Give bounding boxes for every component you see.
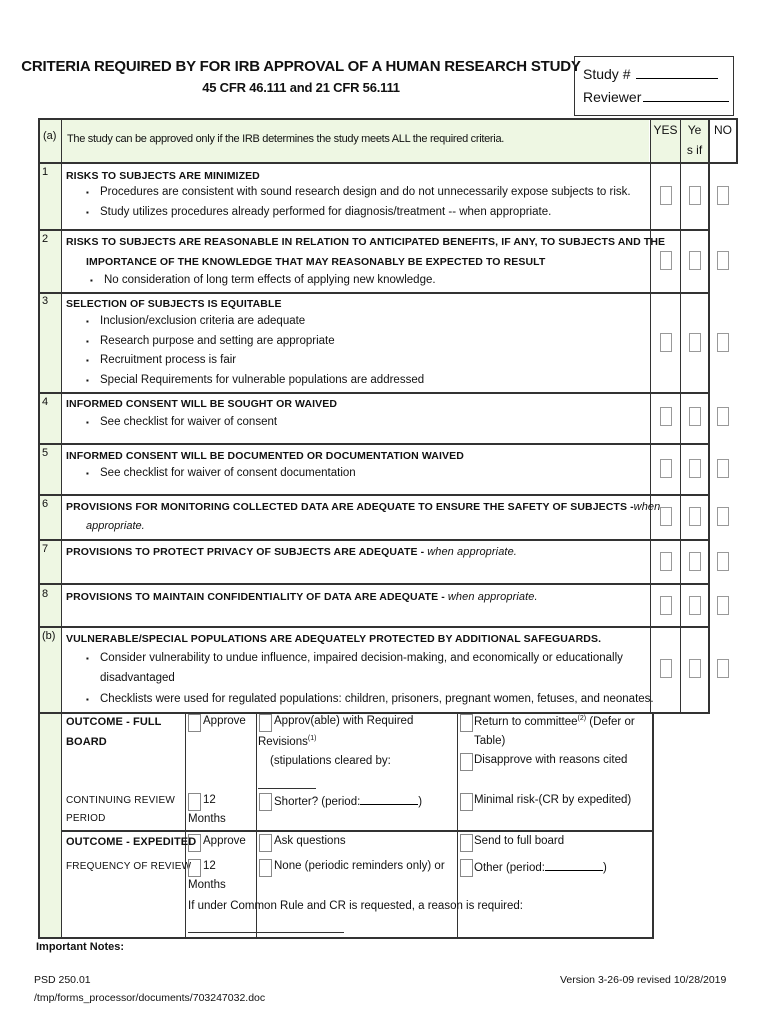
criterion-9-no-checkbox[interactable] [717,659,729,678]
exp-send-checkbox[interactable] [460,834,473,852]
cr-shorter-end: ) [418,796,423,808]
continuing-review-label-2: PERIOD [66,813,106,824]
full-approvable-line-2 [258,735,316,748]
criterion-8-yesif-checkbox[interactable] [689,596,701,615]
full-disapprove-label: Disapprove with reasons cited [474,754,628,766]
criterion-b-bullet-1-cont: disadvantaged [100,672,175,684]
col-yesif-header-1: Ye [687,123,702,137]
criterion-1-no-checkbox[interactable] [717,186,729,205]
full-approvable-label-3: (stipulations cleared by: [270,755,391,767]
criterion-b-bullet-2: ▪ Checklists were used for regulated populations: children, prisoners, pregnant women, fetuses, and neonates. [100,693,654,705]
outcome-expedited-label: OUTCOME - EXPEDITED [66,836,197,848]
criterion-7-qualifier: when appropriate. [427,546,517,558]
exp-ask-checkbox[interactable] [259,834,272,852]
criterion-3-no-checkbox[interactable] [717,333,729,352]
full-approvable-label-2: Revisions [258,735,308,748]
criterion-7-title-line [66,546,517,558]
criterion-4-yes-checkbox[interactable] [660,407,672,426]
criterion-5-title: INFORMED CONSENT WILL BE DOCUMENTED OR DOCUMENTATION WAIVED [66,450,464,462]
criterion-4-no-checkbox[interactable] [717,407,729,426]
criterion-7-yesif-checkbox[interactable] [689,552,701,571]
criterion-1-bullet-1: ▪ Procedures are consistent with sound research design and do not unnecessarily expose subjects to risk. [100,186,631,198]
criterion-8-number: 8 [42,588,49,600]
cr-shorter-period-field[interactable] [360,794,418,805]
cr-shorter-line [274,794,422,808]
freq-none-checkbox[interactable] [259,859,272,877]
freq-other-checkbox[interactable] [460,859,473,877]
criterion-5-yes-checkbox[interactable] [660,459,672,478]
criterion-6-qualifier-cont: appropriate. [86,520,145,532]
criterion-4-yesif-checkbox[interactable] [689,407,701,426]
form-id: PSD 250.01 [34,974,91,986]
outcome-full-label-2: BOARD [66,736,107,748]
cr-shorter-checkbox[interactable] [259,793,272,811]
criterion-8-title: PROVISIONS TO MAINTAIN CONFIDENTIALITY OF DATA ARE ADEQUATE - [66,591,448,603]
cr-shorter-label: Shorter? (period: [274,796,361,808]
criterion-6-qualifier: when [633,501,661,513]
study-info-box [574,56,734,116]
full-approve-label: Approve [203,715,246,727]
cr-12-label: 12 [203,794,216,806]
freq-other-label: Other (period: [474,862,545,874]
criterion-1-yes-checkbox[interactable] [660,186,672,205]
freq-other-period-field[interactable] [545,860,603,871]
criterion-6-yes-checkbox[interactable] [660,507,672,526]
full-approvable-footnote: (1) [307,735,317,742]
study-label: Study # [583,66,631,82]
freq-other-line [474,860,607,874]
continuing-review-label-1: CONTINUING REVIEW [66,795,175,806]
col-yes-header: YES [653,123,678,137]
criterion-2-bullet-1: ▪ No consideration of long term effects of applying new knowledge. [104,274,436,286]
criterion-2-number: 2 [42,233,49,245]
criterion-5-number: 5 [42,447,49,459]
criterion-6-yesif-checkbox[interactable] [689,507,701,526]
criterion-7-no-checkbox[interactable] [717,552,729,571]
criterion-8-yes-checkbox[interactable] [660,596,672,615]
intro-text: The study can be approved only if the IRB determines the study meets ALL the required criteria. [67,133,505,145]
version-info: Version 3-26-09 revised 10/28/2019 [560,974,727,986]
criterion-7-yes-checkbox[interactable] [660,552,672,571]
criterion-b-number: (b) [42,630,56,642]
criterion-7-number: 7 [42,543,49,555]
reviewer-label: Reviewer [583,89,642,105]
full-disapprove-checkbox[interactable] [460,753,473,771]
criterion-4-title: INFORMED CONSENT WILL BE SOUGHT OR WAIVED [66,398,338,410]
col-yesif-header-2: s if [686,143,703,157]
exp-approve-label: Approve [203,835,246,847]
criterion-4-number: 4 [42,396,49,408]
exp-ask-label: Ask questions [274,835,346,847]
cr-months-label: Months [188,813,226,825]
stipulations-cleared-field[interactable] [258,788,316,789]
criterion-2-yesif-checkbox[interactable] [689,251,701,270]
criterion-2-title-cont: IMPORTANCE OF THE KNOWLEDGE THAT MAY REASONABLY BE EXPECTED TO RESULT [86,256,546,268]
form-title: CRITERIA REQUIRED BY FOR IRB APPROVAL OF A HUMAN RESEARCH STUDY [21,58,581,75]
full-approvable-label-1: Approv(able) with Required [274,715,414,727]
freq-none-label: None (periodic reminders only) or [274,860,445,872]
document-path: /tmp/forms_processor/documents/703247032.doc [34,992,266,1004]
freq-12-label: 12 [203,860,216,872]
criterion-3-title: SELECTION OF SUBJECTS IS EQUITABLE [66,298,282,310]
reviewer-field[interactable] [643,89,729,102]
criterion-1-title: RISKS TO SUBJECTS ARE MINIMIZED [66,170,260,182]
common-rule-note: If under Common Rule and CR is requested, a reason is required: [188,900,523,912]
cr-minimal-risk-checkbox[interactable] [460,793,473,811]
full-return-label-2: (Defer or [586,715,635,728]
criterion-1-yesif-checkbox[interactable] [689,186,701,205]
criterion-2-no-checkbox[interactable] [717,251,729,270]
freq-12-months-checkbox[interactable] [188,859,201,877]
criterion-5-yesif-checkbox[interactable] [689,459,701,478]
form-subtitle: 45 CFR 46.111 and 21 CFR 56.111 [202,80,400,95]
important-notes-label: Important Notes: [36,941,124,953]
criterion-3-bullet-1: ▪ Inclusion/exclusion criteria are adequate [100,315,305,327]
full-return-checkbox[interactable] [460,714,473,732]
outcome-index-bg [39,712,61,938]
exp-send-label: Send to full board [474,835,565,847]
full-return-label-1: Return to committee [474,715,578,728]
study-number-field[interactable] [636,66,718,79]
cr-minimal-risk-label: Minimal risk-(CR by expedited) [474,794,632,806]
criterion-7-title: PROVISIONS TO PROTECT PRIVACY OF SUBJECTS ARE ADEQUATE - [66,546,428,558]
frequency-of-review-label: FREQUENCY OF REVIEW [66,861,192,872]
index-column-bg [39,120,61,712]
criterion-3-bullet-3: ▪ Recruitment process is fair [100,354,236,366]
full-return-line [474,715,635,728]
criterion-8-no-checkbox[interactable] [717,596,729,615]
criterion-8-title-line [66,591,538,603]
criterion-9-yesif-checkbox[interactable] [689,659,701,678]
criterion-4-bullet-1: ▪ See checklist for waiver of consent [100,416,277,428]
criterion-8-qualifier: when appropriate. [447,591,538,603]
criterion-6-no-checkbox[interactable] [717,507,729,526]
freq-other-end: ) [602,862,607,874]
criterion-3-yes-checkbox[interactable] [660,333,672,352]
criterion-2-yes-checkbox[interactable] [660,251,672,270]
criterion-b-title: VULNERABLE/SPECIAL POPULATIONS ARE ADEQUATELY PROTECTED BY ADDITIONAL SAFEGUARDS. [66,633,602,645]
full-approvable-checkbox[interactable] [259,714,272,732]
outcome-full-label-1: OUTCOME - FULL [66,716,162,728]
full-approve-checkbox[interactable] [188,714,201,732]
common-rule-reason-field[interactable] [188,932,344,933]
criterion-6-title-line [66,501,660,513]
criterion-5-no-checkbox[interactable] [717,459,729,478]
full-return-footnote: (2) [577,715,587,722]
criterion-3-number: 3 [42,295,49,307]
exp-approve-checkbox[interactable] [188,834,201,852]
criterion-b-bullet-1: ▪ Consider vulnerability to undue influence, impaired decision-making, and economically or educationally [100,652,623,664]
criterion-5-note: ▪ See checklist for waiver of consent documentation [100,467,356,479]
criterion-1-bullet-2: ▪ Study utilizes procedures already performed for diagnosis/treatment -- when appropriate. [100,206,551,218]
criterion-3-yesif-checkbox[interactable] [689,333,701,352]
criterion-2-title: RISKS TO SUBJECTS ARE REASONABLE IN RELATION TO ANTICIPATED BENEFITS, IF ANY, TO SUBJECTS AND THE [66,236,666,248]
freq-months-label: Months [188,879,226,891]
col-no-header: NO [714,123,732,137]
criterion-6-number: 6 [42,498,49,510]
criterion-1-number: 1 [42,166,49,178]
cr-12-months-checkbox[interactable] [188,793,201,811]
section-a-index: (a) [43,130,57,142]
criterion-3-bullet-4: ▪ Special Requirements for vulnerable populations are addressed [100,374,424,386]
criterion-3-bullet-2: ▪ Research purpose and setting are appropriate [100,335,335,347]
full-return-label-3: Table) [474,735,506,747]
criterion-6-title: PROVISIONS FOR MONITORING COLLECTED DATA ARE ADEQUATE TO ENSURE THE SAFETY OF SUBJECTS - [66,501,634,513]
criterion-9-yes-checkbox[interactable] [660,659,672,678]
